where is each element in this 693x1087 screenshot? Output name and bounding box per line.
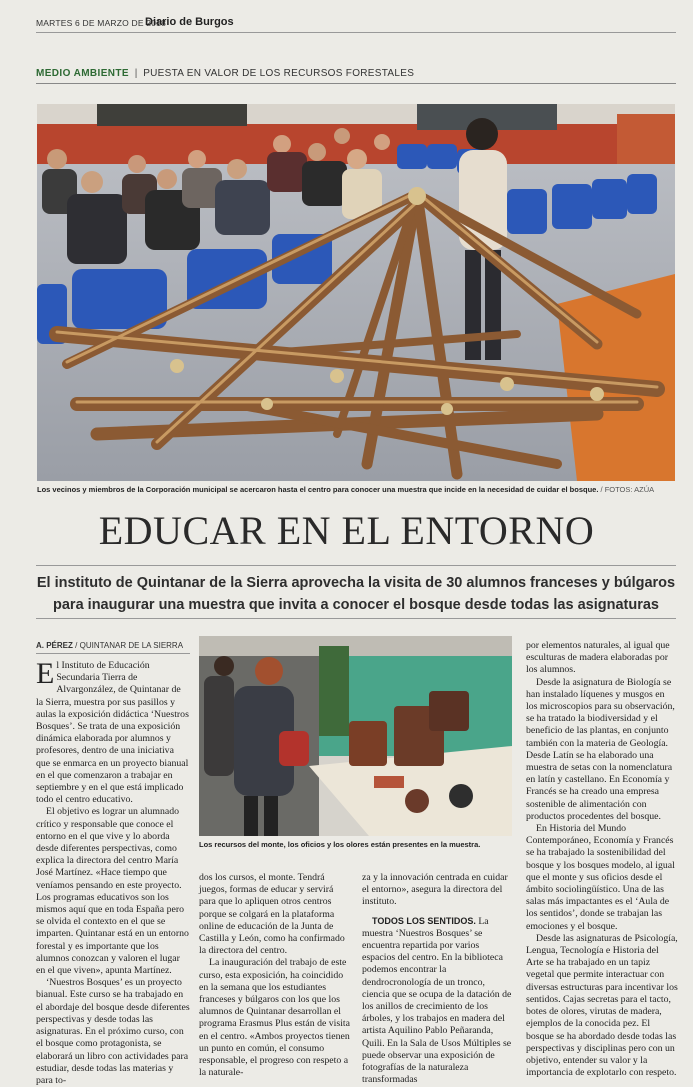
article-paragraph: El objetivo es lograr un alumnado crítico y responsable que conoce el entorno en el que vive y lo aborda desde diferentes perspectivas, como explica la directora del centro María José Martínez. «Hace tiempo que veníamos pensando en este proyecto. Los programas educativos son los mismos aquí que en toda España pero se olvida el contexto en el que se imparten. Quintanar está en un entorno forestal y es importante que los alumnos conozcan y valoren el lugar en el que viven», apunta Martínez.: [36, 806, 189, 977]
article-paragraph: [362, 915, 514, 1087]
issue-date: MARTES 6 DE MARZO DE 2018: [36, 18, 167, 28]
deck-bottom-rule: [36, 618, 676, 619]
exhibit-photo-illustration: [199, 636, 512, 836]
article-paragraph: La inauguración del trabajo de este curso, esta exposición, ha coincidido en la semana que los estudiantes franceses y búlgaros con los que los alumnos de Quintanar desarrollan el programa Erasmus Plus están de visita en el centro. «Ambos proyectos tienen un punto en común, el consumo responsable, el progreso con respeto a la naturale-: [199, 957, 351, 1079]
section-label: [36, 68, 414, 79]
newspaper-name: Diario de Burgos: [145, 16, 234, 28]
deck-line-2: para inaugurar una muestra que invita a conocer el bosque desde todas las asignaturas: [53, 597, 659, 613]
main-photo-illustration: [37, 104, 675, 481]
byline: [36, 641, 183, 650]
article-column-4: [526, 640, 678, 1079]
deck-top-rule: [36, 565, 676, 566]
article-paragraph: dos los cursos, el monte. Tendrá juegos, formas de educar y servirá para que lo apliquen otros centros porque se colgará en la plataforma online de educación de la Junta de Castilla y León, como ha confirmado la directora del centro.: [199, 872, 345, 957]
headline: EDUCAR EN EL ENTORNO: [98, 508, 595, 553]
article-column-3: [362, 872, 514, 1086]
article-paragraph: [36, 657, 190, 806]
section-topic: PUESTA EN VALOR DE LOS RECURSOS FORESTALES: [143, 68, 415, 79]
section-separator: |: [134, 68, 138, 79]
main-caption-text: Los vecinos y miembros de la Corporación municipal se acercaron hasta el centro para conocer una muestra que incide en la necesidad de cuidar el bosque.: [37, 485, 599, 494]
header-rule: [36, 32, 676, 33]
exhibit-photo-caption: Los recursos del monte, los oficios y los olores están presentes en la muestra.: [199, 840, 481, 849]
article-column-2: [199, 872, 351, 1079]
deck: [36, 572, 676, 616]
article-paragraph: Desde las asignaturas de Psicología, Lengua, Tecnología e Historia del Arte se ha trabajado en un tapiz vegetal que permite interactuar con diversas estructuras para incentivar los sentidos. Cajas secretas para el tacto, botes de olores, virutas de madera, ejemplos de la conocida pez. El bosque se ha abordado desde todas las perspectivas y disciplinas pero con un objetivo, entender su valor y la importancia de explotarlo con respeto.: [526, 932, 678, 1079]
article-paragraph: za y la innovación centrada en cuidar el entorno», asegura la directora del instituto.: [362, 872, 508, 908]
article-paragraph: por elementos naturales, al igual que esculturas de madera elaboradas por los alumnos.: [526, 640, 670, 676]
article-paragraph: En Historia del Mundo Contemporáneo, Economía y Francés se ha trabajado la sostenibilidad del bosque y los bosques modelo, al igual que el monte y sus oficios desde el ámbito sociolingüístico. Una de las salas más impactantes es el ‘Aula de los sentidos’, donde se trabajan las emociones y el bosque.: [526, 823, 675, 932]
photo-credit: / FOTOS: AZÚA: [600, 485, 655, 494]
article-paragraph: ‘Nuestros Bosques’ es un proyecto bianual. Este curso se ha trabajado en el abordaje del bosque desde diferentes perspectivas y desde todas las asignaturas. En el próximo curso, con el bosque como protagonista, se elaborará un libro con actividades para estudiar, desde todas las materias y para to-: [36, 977, 190, 1086]
byline-author: A. PÉREZ: [36, 641, 73, 650]
main-photo-caption: [37, 485, 677, 494]
byline-rule: [36, 653, 190, 654]
subheading: TODOS LOS SENTIDOS.: [372, 915, 476, 926]
byline-location: QUINTANAR DE LA SIERRA: [79, 641, 184, 650]
main-photo: [37, 104, 675, 481]
article-column-1: [36, 657, 190, 1087]
byline-separator: /: [75, 641, 78, 650]
paragraph-text: l Instituto de Educación Secundaria Tierra de Alvargonzález, de Quintanar de la Sierra, muestra por sus pasillos y aulas la exposición didáctica ‘Nuestros Bosques’. Se trata de una exposición dinámica elaborada por alumnos y profesores, dentro de una iniciativa que se enmarca en un proyecto bianual en el que comenzaron a trabajar en septiembre y en el que está implicado todo el centro educativo.: [36, 660, 189, 806]
section-name: MEDIO AMBIENTE: [36, 68, 130, 79]
section-rule: [36, 83, 676, 84]
article-paragraph: Desde la asignatura de Biología se han instalado líquenes y musgos en los microscopios para su observación, se ha tratado la biodiversidad y el beneficio de las plantas, en conjunto también con la materia de Geología. Desde Latín se ha elaborado una muestra de setas con la nomenclatura en latín y castellano. En Economía y Francés se ha creado una empresa sostenible de alimentación con productos procedentes del bosque.: [526, 676, 675, 822]
drop-cap: E: [36, 657, 55, 690]
deck-line-1: El instituto de Quintanar de la Sierra aprovecha la visita de 30 alumnos franceses y búlgaros: [36, 575, 676, 591]
paragraph-text: La muestra ‘Nuestros Bosques’ se encuentra repartida por varios espacios del centro. En la biblioteca podemos encontrar la dendrocronología de un tronco, ciencia que se ocupa de la datación de los anillos de crecimiento de los árboles, y los trabajos en madera del artista Aquilino Pablo Peñaranda, Quili. En la Sala de Usos Múltiples se puede observar una exposición de fotografías de la naturaleza transformadas: [362, 915, 512, 1086]
exhibit-photo: [199, 636, 512, 836]
